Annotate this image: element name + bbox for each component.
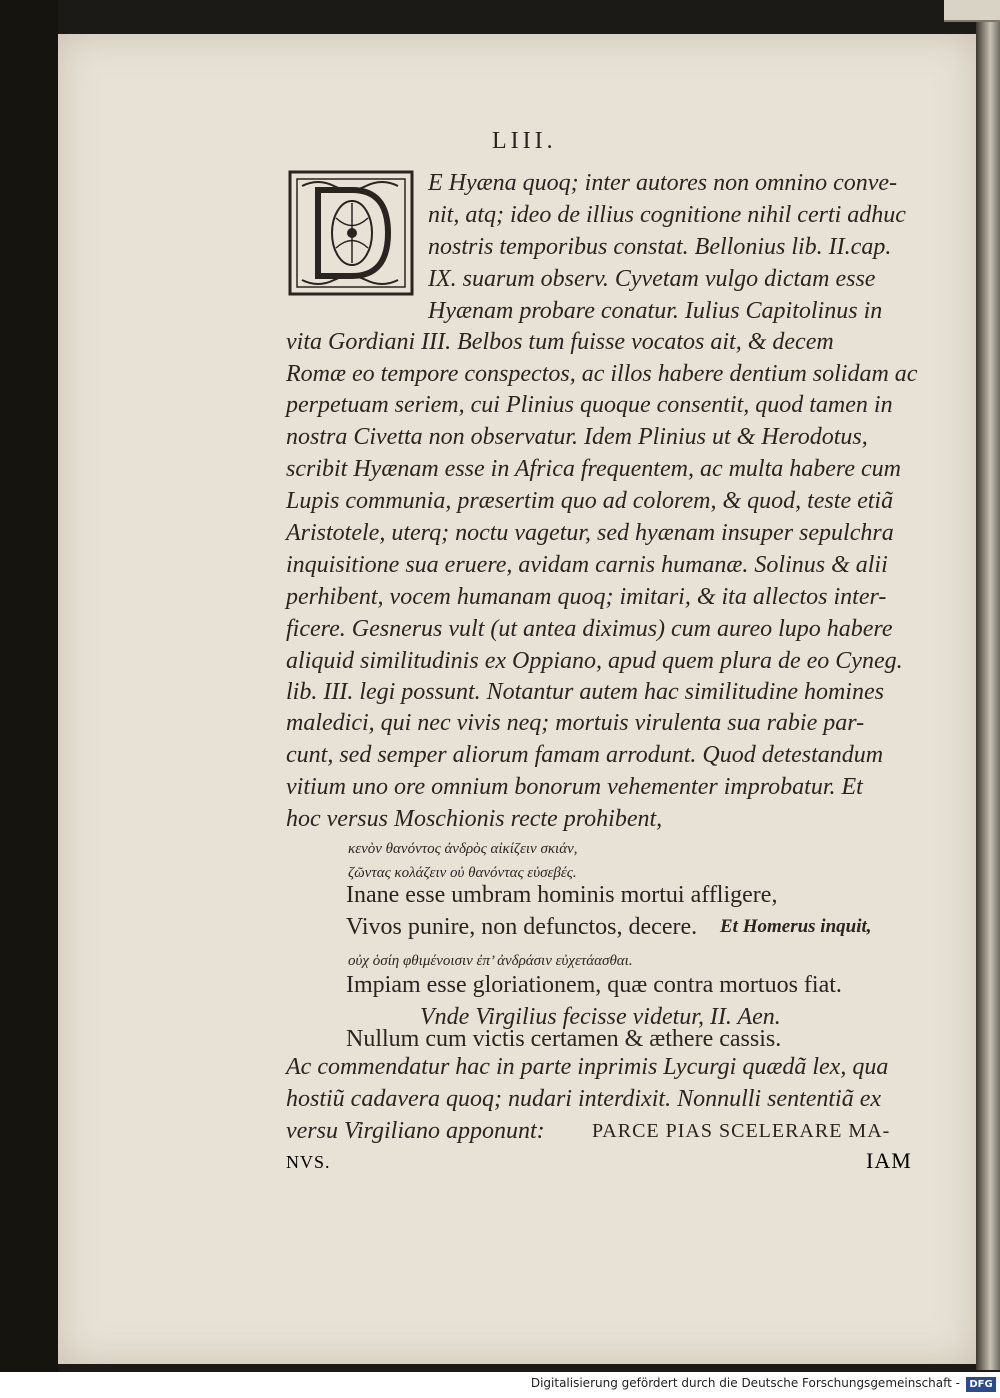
- virgil-reference: Vnde Virgilius fecisse videtur, II. Aen.: [420, 1004, 781, 1030]
- text-line: ficere. Gesnerus vult (ut antea diximus) cum aureo lupo habere: [286, 616, 893, 642]
- greek-verse-1: κενὸν θανόντος ἀνδρὸς αἰκίζειν σκιάν,: [348, 841, 578, 857]
- footer-credit: Digitalisierung gefördert durch die Deutsche Forschungsgemeinschaft -: [530, 1376, 960, 1390]
- text-line: inquisitione sua eruere, avidam carnis humanæ. Solinus & alii: [286, 552, 888, 578]
- dfg-logo-icon: DFG: [966, 1377, 996, 1392]
- last-line-caps: PARCE PIAS SCELERARE MA-: [592, 1120, 891, 1142]
- last-line-italic: versu Virgiliano apponunt:: [286, 1118, 545, 1144]
- text-line: scribit Hyænam esse in Africa frequentem, ac multa habere cum: [286, 456, 901, 482]
- greek-verse-2: ζῶντας κολάζειν οὐ θανόντας εὐσεβές.: [348, 865, 577, 881]
- text-line: perpetuam seriem, cui Plinius quoque consentit, quod tamen in: [286, 392, 893, 418]
- text-line: Romæ eo tempore conspectos, ac illos habere dentium solidam ac: [286, 361, 918, 387]
- text-line: nit, atq; ideo de illius cognitione nihil certi adhuc: [428, 202, 906, 228]
- text-line: nostris temporibus constat. Bellonius lib. II.cap.: [428, 234, 892, 260]
- page-edge: [976, 0, 1000, 1370]
- text-line: vitium uno ore omnium bonorum vehementer improbatur. Et: [286, 774, 863, 800]
- text-line: aliquid similitudinis ex Oppiano, apud quem plura de eo Cyneg.: [286, 648, 903, 674]
- final-word: NVS.: [286, 1152, 331, 1172]
- closing-line: hostiũ cadavera quoq; nudari interdixit. Nonnulli sententiã ex: [286, 1086, 882, 1112]
- page-tab: [944, 0, 1000, 22]
- latin-line: Vivos punire, non defunctos, decere.: [346, 914, 698, 940]
- text-line: E Hyæna quoq; inter autores non omnino conve-: [428, 170, 898, 196]
- greek-verse-3: οὐχ ὁσίη φθιμένοισιν ἐπ’ ἀνδράσιν εὐχετάασθαι.: [348, 953, 633, 969]
- text-line: maledici, qui nec vivis neq; mortuis virulenta sua rabie par-: [286, 710, 865, 736]
- virgil-quote: Nullum cum victis certamen & æthere cassis.: [346, 1026, 782, 1052]
- homerus-note: Et Homerus inquit,: [720, 916, 872, 937]
- latin-line: Inane esse umbram hominis mortui affligere,: [346, 882, 778, 908]
- text-line: Hyænam probare conatur. Iulius Capitolinus in: [428, 298, 883, 324]
- text-line: Lupis communia, præsertim quo ad colorem, & quod, teste etiã: [286, 488, 894, 514]
- impiam-line: Impiam esse gloriationem, quæ contra mortuos fiat.: [346, 972, 842, 998]
- text-line: cunt, sed semper aliorum famam arrodunt. Quod detestandum: [286, 742, 884, 768]
- text-line: nostra Civetta non observatur. Idem Plinius ut & Herodotus,: [286, 424, 868, 450]
- text-line: hoc versus Moschionis recte prohibent,: [286, 806, 663, 832]
- text-line: vita Gordiani III. Belbos tum fuisse vocatos ait, & decem: [286, 329, 834, 355]
- decorated-initial-d: [288, 170, 414, 296]
- text-line: Aristotele, uterq; noctu vagetur, sed hyænam insuper sepulchra: [286, 520, 894, 546]
- text-line: IX. suarum observ. Cyvetam vulgo dictam esse: [428, 266, 876, 292]
- closing-line: Ac commendatur hac in parte inprimis Lycurgi quædã lex, qua: [286, 1054, 889, 1080]
- text-line: lib. III. legi possunt. Notantur autem hac similitudine homines: [286, 679, 884, 705]
- text-line: perhibent, vocem humanam quoq; imitari, & ita allectos inter-: [286, 584, 887, 610]
- scan-left-border: [0, 0, 58, 1398]
- catchword: IAM: [866, 1148, 912, 1173]
- page-number: LIII.: [492, 128, 557, 154]
